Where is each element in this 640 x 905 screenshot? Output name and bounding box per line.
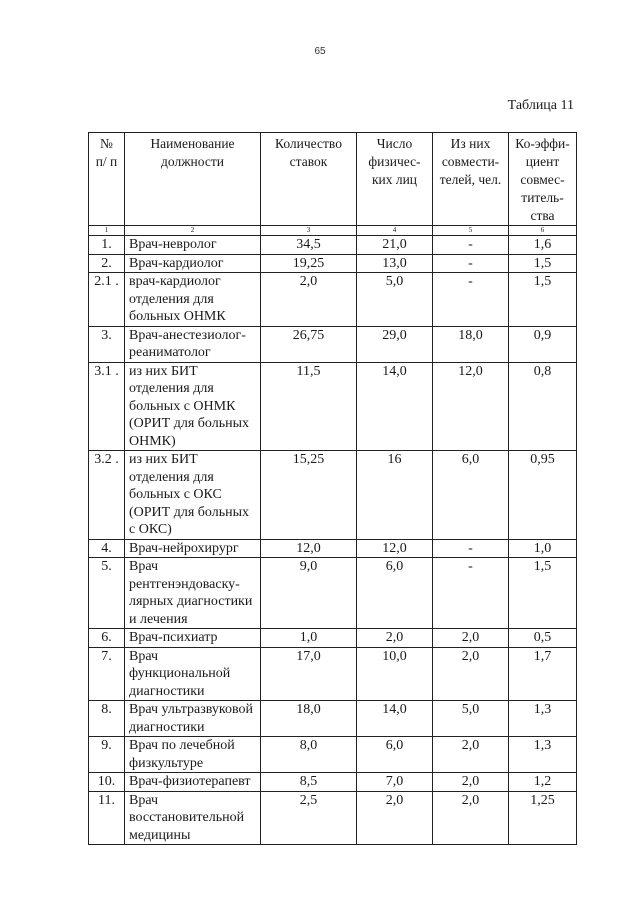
table-row bbox=[89, 791, 577, 845]
position-name: Врач-нейрохирург bbox=[125, 539, 261, 558]
part-timers-count: 18,0 bbox=[433, 326, 509, 362]
coefficient: 1,3 bbox=[509, 701, 577, 737]
rates-count: 12,0 bbox=[261, 539, 357, 558]
coefficient: 1,3 bbox=[509, 737, 577, 773]
position-name: Врач по лечебной физкультуре bbox=[125, 737, 261, 773]
table-row bbox=[89, 254, 577, 273]
row-number: 1. bbox=[89, 236, 125, 255]
header-position-name: Наименование должности bbox=[125, 133, 261, 226]
row-number: 2. bbox=[89, 254, 125, 273]
header-persons-count: Число физичес-ких лиц bbox=[357, 133, 433, 226]
row-number: 6. bbox=[89, 629, 125, 648]
coefficient: 1,5 bbox=[509, 254, 577, 273]
coefficient: 0,8 bbox=[509, 362, 577, 451]
column-index: 5 bbox=[433, 226, 509, 236]
part-timers-count: 2,0 bbox=[433, 773, 509, 792]
table-body bbox=[89, 226, 577, 845]
coefficient: 0,9 bbox=[509, 326, 577, 362]
rates-count: 2,5 bbox=[261, 791, 357, 845]
table-row bbox=[89, 647, 577, 701]
table-caption: Таблица 11 bbox=[507, 98, 574, 113]
staff-table bbox=[88, 132, 577, 845]
table-row bbox=[89, 362, 577, 451]
position-name: Врач-физиотерапевт bbox=[125, 773, 261, 792]
persons-count: 29,0 bbox=[357, 326, 433, 362]
persons-count: 10,0 bbox=[357, 647, 433, 701]
part-timers-count: - bbox=[433, 539, 509, 558]
coefficient: 1,25 bbox=[509, 791, 577, 845]
persons-count: 2,0 bbox=[357, 791, 433, 845]
row-number: 10. bbox=[89, 773, 125, 792]
rates-count: 17,0 bbox=[261, 647, 357, 701]
row-number: 3.1 . bbox=[89, 362, 125, 451]
position-name: врач-кардиолог отделения для больных ОНМК bbox=[125, 273, 261, 327]
page-number: 65 bbox=[314, 46, 326, 57]
table-row bbox=[89, 773, 577, 792]
rates-count: 11,5 bbox=[261, 362, 357, 451]
persons-count: 16 bbox=[357, 451, 433, 540]
column-index-row bbox=[89, 226, 577, 236]
table-row bbox=[89, 326, 577, 362]
persons-count: 13,0 bbox=[357, 254, 433, 273]
position-name: Врач функциональной диагностики bbox=[125, 647, 261, 701]
row-number: 9. bbox=[89, 737, 125, 773]
persons-count: 2,0 bbox=[357, 629, 433, 648]
persons-count: 14,0 bbox=[357, 362, 433, 451]
table-row bbox=[89, 451, 577, 540]
row-number: 8. bbox=[89, 701, 125, 737]
position-name: Врач рентгенэндоваску-лярных диагностики и лечения bbox=[125, 558, 261, 629]
persons-count: 6,0 bbox=[357, 558, 433, 629]
rates-count: 18,0 bbox=[261, 701, 357, 737]
position-name: Врач ультразвуковой диагностики bbox=[125, 701, 261, 737]
row-number: 3.2 . bbox=[89, 451, 125, 540]
part-timers-count: - bbox=[433, 273, 509, 327]
rates-count: 2,0 bbox=[261, 273, 357, 327]
part-timers-count: - bbox=[433, 254, 509, 273]
position-name: Врач-невролог bbox=[125, 236, 261, 255]
part-timers-count: 2,0 bbox=[433, 629, 509, 648]
header-coefficient: Ко-эффи-циент совмес-титель-ства bbox=[509, 133, 577, 226]
column-index: 6 bbox=[509, 226, 577, 236]
part-timers-count: 6,0 bbox=[433, 451, 509, 540]
rates-count: 1,0 bbox=[261, 629, 357, 648]
coefficient: 1,0 bbox=[509, 539, 577, 558]
header-part-timers: Из них совмести-телей, чел. bbox=[433, 133, 509, 226]
column-index: 4 bbox=[357, 226, 433, 236]
part-timers-count: 5,0 bbox=[433, 701, 509, 737]
persons-count: 21,0 bbox=[357, 236, 433, 255]
header-rates-count: Количество ставок bbox=[261, 133, 357, 226]
position-name: из них БИТ отделения для больных с ОНМК (ОРИТ для больных ОНМК) bbox=[125, 362, 261, 451]
table-row bbox=[89, 273, 577, 327]
rates-count: 15,25 bbox=[261, 451, 357, 540]
row-number: 4. bbox=[89, 539, 125, 558]
table-row bbox=[89, 737, 577, 773]
rates-count: 19,25 bbox=[261, 254, 357, 273]
position-name: Врач-кардиолог bbox=[125, 254, 261, 273]
coefficient: 1,6 bbox=[509, 236, 577, 255]
part-timers-count: 2,0 bbox=[433, 791, 509, 845]
column-index: 3 bbox=[261, 226, 357, 236]
rates-count: 26,75 bbox=[261, 326, 357, 362]
coefficient: 0,95 bbox=[509, 451, 577, 540]
part-timers-count: 12,0 bbox=[433, 362, 509, 451]
table-row bbox=[89, 236, 577, 255]
row-number: 5. bbox=[89, 558, 125, 629]
row-number: 3. bbox=[89, 326, 125, 362]
position-name: Врач-психиатр bbox=[125, 629, 261, 648]
coefficient: 1,7 bbox=[509, 647, 577, 701]
persons-count: 7,0 bbox=[357, 773, 433, 792]
part-timers-count: 2,0 bbox=[433, 647, 509, 701]
position-name: из них БИТ отделения для больных с ОКС (ОРИТ для больных с ОКС) bbox=[125, 451, 261, 540]
header-row bbox=[89, 133, 577, 226]
coefficient: 1,5 bbox=[509, 273, 577, 327]
rates-count: 8,0 bbox=[261, 737, 357, 773]
table-row bbox=[89, 558, 577, 629]
position-name: Врач-анестезиолог-реаниматолог bbox=[125, 326, 261, 362]
part-timers-count: - bbox=[433, 558, 509, 629]
row-number: 11. bbox=[89, 791, 125, 845]
coefficient: 1,5 bbox=[509, 558, 577, 629]
persons-count: 14,0 bbox=[357, 701, 433, 737]
persons-count: 6,0 bbox=[357, 737, 433, 773]
persons-count: 5,0 bbox=[357, 273, 433, 327]
position-name: Врач восстановительной медицины bbox=[125, 791, 261, 845]
row-number: 7. bbox=[89, 647, 125, 701]
table-row bbox=[89, 629, 577, 648]
persons-count: 12,0 bbox=[357, 539, 433, 558]
part-timers-count: - bbox=[433, 236, 509, 255]
column-index: 1 bbox=[89, 226, 125, 236]
rates-count: 8,5 bbox=[261, 773, 357, 792]
column-index: 2 bbox=[125, 226, 261, 236]
part-timers-count: 2,0 bbox=[433, 737, 509, 773]
table-row bbox=[89, 701, 577, 737]
row-number: 2.1 . bbox=[89, 273, 125, 327]
rates-count: 34,5 bbox=[261, 236, 357, 255]
header-number: № п/ п bbox=[89, 133, 125, 226]
coefficient: 1,2 bbox=[509, 773, 577, 792]
coefficient: 0,5 bbox=[509, 629, 577, 648]
table-row bbox=[89, 539, 577, 558]
rates-count: 9,0 bbox=[261, 558, 357, 629]
